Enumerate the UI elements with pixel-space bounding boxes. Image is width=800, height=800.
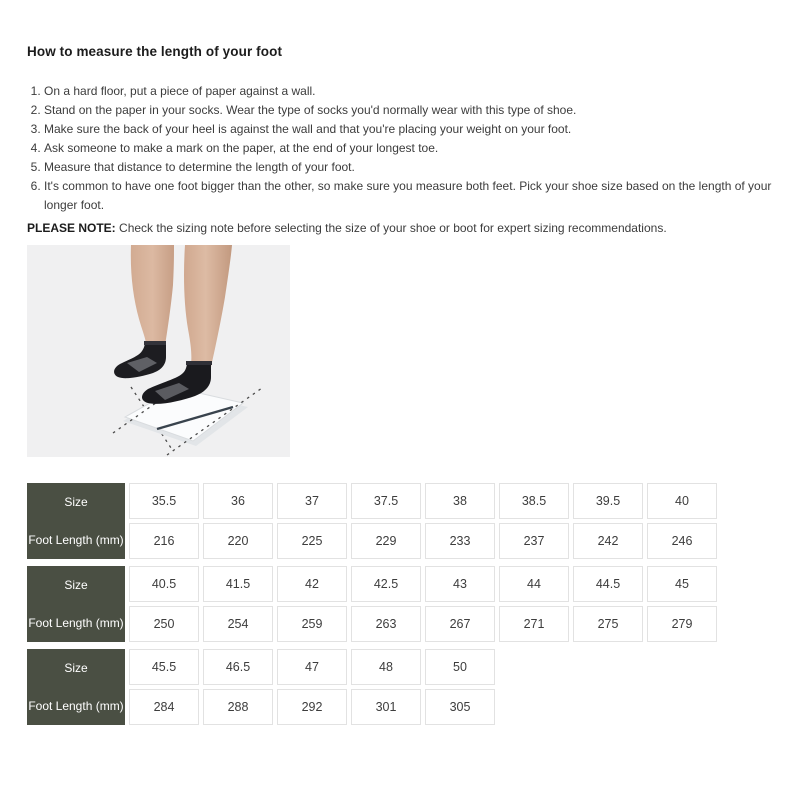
- size-value: 48: [351, 649, 421, 685]
- size-value: 46.5: [203, 649, 273, 685]
- size-value: 44.5: [573, 566, 643, 602]
- size-table-3: [27, 649, 495, 725]
- step-item-2: 2. Stand on the paper in your socks. Wear the type of socks you'd normally wear with this type of shoe.: [44, 101, 773, 120]
- right-sock-cuff: [186, 361, 212, 365]
- step-item-3: 3. Make sure the back of your heel is against the wall and that you're placing your weight on your foot.: [44, 120, 773, 139]
- size-value: 42: [277, 566, 347, 602]
- foot-length-value: 267: [425, 606, 495, 642]
- foot-length-value: 284: [129, 689, 199, 725]
- foot-length-value: 275: [573, 606, 643, 642]
- size-table-1: [27, 483, 717, 559]
- size-value: 37.5: [351, 483, 421, 519]
- size-value: 40.5: [129, 566, 199, 602]
- size-value: 41.5: [203, 566, 273, 602]
- size-value: 45.5: [129, 649, 199, 685]
- step-item-5: 5. Measure that distance to determine the length of your foot.: [44, 158, 773, 177]
- foot-length-value: 279: [647, 606, 717, 642]
- note-label: PLEASE NOTE:: [27, 221, 116, 235]
- size-value: 42.5: [351, 566, 421, 602]
- foot-length-value: 288: [203, 689, 273, 725]
- size-table-2: [27, 566, 717, 642]
- foot-length-value: 229: [351, 523, 421, 559]
- note-text: Check the sizing note before selecting the size of your shoe or boot for expert sizing recommendations.: [115, 221, 667, 235]
- row-header-column-1: [27, 483, 125, 559]
- step-item-1: 1. On a hard floor, put a piece of paper against a wall.: [44, 82, 773, 101]
- foot-length-row-label: Foot Length (mm): [28, 616, 124, 630]
- size-value: 38.5: [499, 483, 569, 519]
- foot-length-value: 246: [647, 523, 717, 559]
- size-value: 36: [203, 483, 273, 519]
- left-sock-cuff: [144, 341, 166, 345]
- foot-measurement-illustration: [27, 245, 290, 457]
- foot-length-value: 216: [129, 523, 199, 559]
- page-title: How to measure the length of your foot: [27, 44, 283, 59]
- foot-length-value: 220: [203, 523, 273, 559]
- measure-steps-list: [27, 82, 773, 215]
- foot-length-value: 237: [499, 523, 569, 559]
- foot-length-value: 305: [425, 689, 495, 725]
- row-header-column-2: [27, 566, 125, 642]
- foot-length-value: 263: [351, 606, 421, 642]
- foot-length-value: 225: [277, 523, 347, 559]
- size-row-label: Size: [64, 578, 88, 592]
- size-value: 47: [277, 649, 347, 685]
- foot-length-value: 233: [425, 523, 495, 559]
- step-item-6: 6. It's common to have one foot bigger than the other, so make sure you measure both feet. Pick your shoe size based on the length of your longer foot.: [44, 177, 773, 215]
- foot-measurement-photo: [27, 245, 290, 457]
- foot-length-value: 301: [351, 689, 421, 725]
- size-row-label: Size: [64, 661, 88, 675]
- size-value: 37: [277, 483, 347, 519]
- foot-length-value: 271: [499, 606, 569, 642]
- foot-length-value: 292: [277, 689, 347, 725]
- size-chart-section: [27, 483, 773, 725]
- size-value: 50: [425, 649, 495, 685]
- foot-length-value: 242: [573, 523, 643, 559]
- size-row-label: Size: [64, 495, 88, 509]
- foot-length-value: 254: [203, 606, 273, 642]
- size-value: 35.5: [129, 483, 199, 519]
- size-value: 44: [499, 566, 569, 602]
- row-header-column-3: [27, 649, 125, 725]
- step-item-4: 4. Ask someone to make a mark on the paper, at the end of your longest toe.: [44, 139, 773, 158]
- foot-length-row-label: Foot Length (mm): [28, 533, 124, 547]
- size-value: 45: [647, 566, 717, 602]
- size-value: 38: [425, 483, 495, 519]
- sizing-note: [27, 219, 773, 238]
- foot-length-row-label: Foot Length (mm): [28, 699, 124, 713]
- foot-length-value: 250: [129, 606, 199, 642]
- size-value: 43: [425, 566, 495, 602]
- size-value: 39.5: [573, 483, 643, 519]
- size-value: 40: [647, 483, 717, 519]
- foot-length-value: 259: [277, 606, 347, 642]
